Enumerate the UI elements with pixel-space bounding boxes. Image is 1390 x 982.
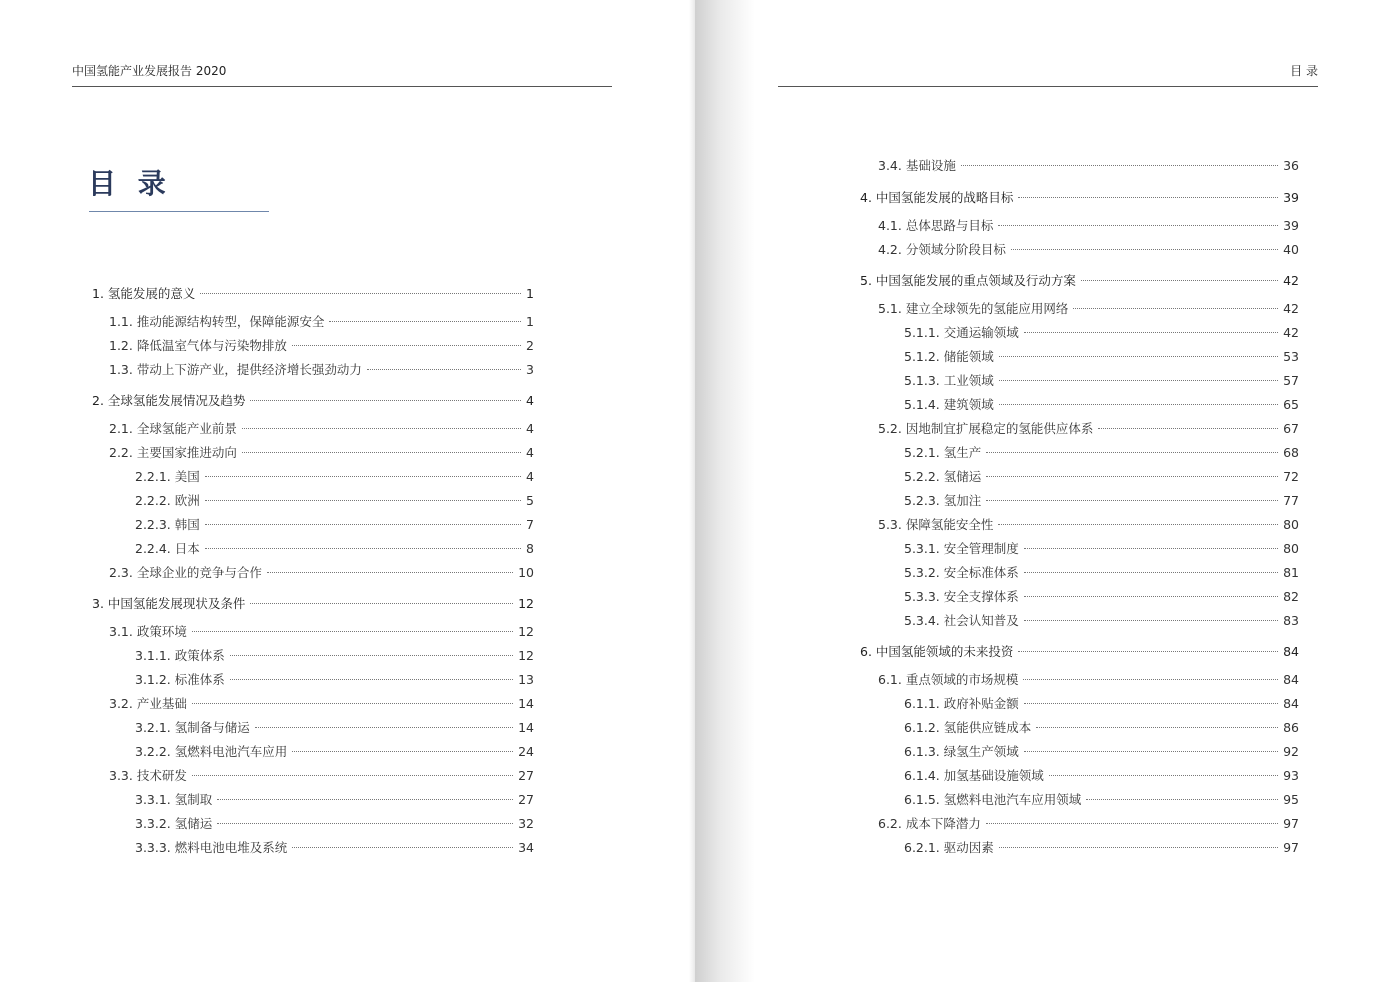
dot-leader — [200, 293, 521, 294]
dot-leader — [205, 500, 521, 501]
toc-entry-label: 2.3. 全球企业的竞争与合作 — [109, 565, 262, 580]
toc-entry[interactable] — [92, 595, 534, 613]
toc-entry[interactable] — [904, 444, 1299, 462]
toc-entry-page: 42 — [1283, 273, 1299, 288]
dot-leader — [999, 404, 1278, 405]
dot-leader — [1024, 751, 1278, 752]
toc-entry-page: 77 — [1283, 493, 1299, 508]
toc-entry[interactable] — [878, 671, 1299, 689]
dot-leader — [1024, 703, 1278, 704]
dot-leader — [1018, 651, 1278, 652]
dot-leader — [1024, 572, 1278, 573]
toc-entry[interactable] — [109, 420, 534, 438]
toc-entry[interactable] — [878, 241, 1299, 259]
dot-leader — [255, 727, 513, 728]
toc-entry-page: 5 — [526, 493, 534, 508]
toc-entry[interactable] — [109, 444, 534, 462]
toc-entry-label: 3.1. 政策环境 — [109, 624, 187, 639]
toc-entry-page: 12 — [518, 596, 534, 611]
toc-entry[interactable] — [904, 492, 1299, 510]
toc-entry[interactable] — [135, 492, 534, 510]
toc-entry-page: 36 — [1283, 158, 1299, 173]
toc-entry-label: 6.1.4. 加氢基础设施领域 — [904, 768, 1044, 783]
dot-leader — [1036, 727, 1278, 728]
toc-entry-page: 84 — [1283, 672, 1299, 687]
toc-entry[interactable] — [878, 157, 1299, 175]
dot-leader — [292, 345, 521, 346]
toc-entry-label: 2. 全球氢能发展情况及趋势 — [92, 393, 246, 408]
dot-leader — [192, 775, 513, 776]
toc-entry-label: 5.1.4. 建筑领域 — [904, 397, 994, 412]
dot-leader — [1024, 596, 1278, 597]
toc-entry[interactable] — [109, 623, 534, 641]
toc-entry-page: 95 — [1283, 792, 1299, 807]
toc-entry-label: 1.2. 降低温室气体与污染物排放 — [109, 338, 287, 353]
dot-leader — [999, 380, 1278, 381]
toc-entry[interactable] — [135, 468, 534, 486]
toc-entry-label: 4. 中国氢能发展的战略目标 — [860, 190, 1014, 205]
toc-entry-page: 4 — [526, 469, 534, 484]
report-header-title: 中国氢能产业发展报告 2020 — [72, 64, 227, 78]
toc-entry-page: 39 — [1283, 218, 1299, 233]
toc-entry[interactable] — [135, 647, 534, 665]
toc-entry-label: 3.2. 产业基础 — [109, 696, 187, 711]
toc-entry-page: 81 — [1283, 565, 1299, 580]
dot-leader — [205, 476, 521, 477]
toc-entry[interactable] — [904, 372, 1299, 390]
dot-leader — [230, 655, 513, 656]
toc-entry[interactable] — [904, 564, 1299, 582]
dot-leader — [999, 356, 1278, 357]
toc-entry[interactable] — [878, 815, 1299, 833]
toc-entry-label: 6.1.1. 政府补贴金额 — [904, 696, 1019, 711]
toc-entry[interactable] — [878, 420, 1299, 438]
toc-entry[interactable] — [135, 815, 534, 833]
toc-entry-label: 3.1.1. 政策体系 — [135, 648, 225, 663]
dot-leader — [998, 524, 1278, 525]
toc-entry-page: 92 — [1283, 744, 1299, 759]
toc-entry-page: 83 — [1283, 613, 1299, 628]
right-page — [695, 0, 1390, 982]
toc-entry-label: 3.2.2. 氢燃料电池汽车应用 — [135, 744, 288, 759]
toc-entry-label: 2.2.3. 韩国 — [135, 517, 200, 532]
toc-entry[interactable] — [904, 839, 1299, 857]
toc-entry[interactable] — [904, 719, 1299, 737]
toc-entry-label: 3.3.3. 燃料电池电堆及系统 — [135, 840, 288, 855]
toc-entry-page: 80 — [1283, 517, 1299, 532]
toc-entry-label: 5.3.3. 安全支撑体系 — [904, 589, 1019, 604]
toc-entry-page: 4 — [526, 393, 534, 408]
toc-entry-label: 1.1. 推动能源结构转型，保障能源安全 — [109, 314, 325, 329]
toc-entry-page: 3 — [526, 362, 534, 377]
toc-entry-page: 84 — [1283, 696, 1299, 711]
dot-leader — [217, 823, 513, 824]
toc-entry[interactable] — [904, 695, 1299, 713]
toc-entry-label: 2.2.4. 日本 — [135, 541, 200, 556]
dot-leader — [250, 603, 513, 604]
toc-entry[interactable] — [878, 217, 1299, 235]
toc-entry[interactable] — [109, 695, 534, 713]
toc-entry-label: 6.1.2. 氢能供应链成本 — [904, 720, 1032, 735]
toc-entry-page: 14 — [518, 720, 534, 735]
toc-entry-page: 4 — [526, 445, 534, 460]
dot-leader — [292, 847, 513, 848]
toc-entry[interactable] — [92, 285, 534, 303]
toc-entry[interactable] — [904, 468, 1299, 486]
toc-entry-label: 3.1.2. 标准体系 — [135, 672, 225, 687]
toc-entry[interactable] — [109, 337, 534, 355]
dot-leader — [1024, 620, 1278, 621]
toc-entry-page: 10 — [518, 565, 534, 580]
toc-entry-label: 1.3. 带动上下游产业，提供经济增长强劲动力 — [109, 362, 362, 377]
dot-leader — [999, 847, 1278, 848]
section-header-title: 目 录 — [1290, 64, 1318, 78]
toc-entry-label: 3.4. 基础设施 — [878, 158, 956, 173]
toc-entry-page: 53 — [1283, 349, 1299, 364]
dot-leader — [205, 548, 521, 549]
toc-entry-label: 5.3.2. 安全标准体系 — [904, 565, 1019, 580]
toc-entry-page: 84 — [1283, 644, 1299, 659]
toc-entry[interactable] — [904, 324, 1299, 342]
toc-entry-label: 3.3. 技术研发 — [109, 768, 187, 783]
toc-entry-label: 4.1. 总体思路与目标 — [878, 218, 994, 233]
toc-entry-page: 13 — [518, 672, 534, 687]
toc-entry-label: 6.2. 成本下降潜力 — [878, 816, 981, 831]
toc-entry[interactable] — [878, 516, 1299, 534]
toc-entry-label: 6. 中国氢能领域的未来投资 — [860, 644, 1014, 659]
toc-entry-label: 5.1. 建立全球领先的氢能应用网络 — [878, 301, 1069, 316]
dot-leader — [230, 679, 513, 680]
toc-entry-label: 5.1.1. 交通运输领域 — [904, 325, 1019, 340]
dot-leader — [367, 369, 521, 370]
toc-entry-page: 97 — [1283, 840, 1299, 855]
toc-entry-label: 2.2.2. 欧洲 — [135, 493, 200, 508]
toc-entry[interactable] — [135, 743, 534, 761]
toc-entry-page: 12 — [518, 624, 534, 639]
toc-entry[interactable] — [109, 564, 534, 582]
toc-entry-label: 5.2.1. 氢生产 — [904, 445, 982, 460]
toc-entry-page: 1 — [526, 314, 534, 329]
toc-entry[interactable] — [109, 313, 534, 331]
dot-leader — [242, 428, 521, 429]
dot-leader — [1024, 332, 1278, 333]
toc-entry-label: 6.1. 重点领域的市场规模 — [878, 672, 1019, 687]
toc-entry-page: 97 — [1283, 816, 1299, 831]
toc-entry[interactable] — [904, 612, 1299, 630]
toc-entry[interactable] — [109, 767, 534, 785]
dot-leader — [267, 572, 513, 573]
dot-leader — [250, 400, 521, 401]
dot-leader — [998, 225, 1278, 226]
toc-entry-page: 82 — [1283, 589, 1299, 604]
toc-entry[interactable] — [135, 516, 534, 534]
toc-entry-page: 68 — [1283, 445, 1299, 460]
toc-entry-label: 2.2. 主要国家推进动向 — [109, 445, 237, 460]
toc-entry-page: 27 — [518, 792, 534, 807]
toc-entry-label: 4.2. 分领域分阶段目标 — [878, 242, 1006, 257]
toc-title: 目 录 — [88, 167, 172, 200]
toc-entry-label: 5.2.2. 氢储运 — [904, 469, 982, 484]
toc-entry[interactable] — [904, 588, 1299, 606]
dot-leader — [1018, 197, 1278, 198]
toc-entry-label: 3. 中国氢能发展现状及条件 — [92, 596, 246, 611]
toc-entry-label: 5.2.3. 氢加注 — [904, 493, 982, 508]
toc-entry[interactable] — [135, 540, 534, 558]
toc-entry-page: 27 — [518, 768, 534, 783]
toc-entry-page: 7 — [526, 517, 534, 532]
toc-entry-page: 57 — [1283, 373, 1299, 388]
toc-entry-label: 5.1.3. 工业领域 — [904, 373, 994, 388]
toc-entry-page: 32 — [518, 816, 534, 831]
dot-leader — [986, 476, 1278, 477]
dot-leader — [192, 703, 513, 704]
dot-leader — [1098, 428, 1278, 429]
toc-entry[interactable] — [135, 839, 534, 857]
dot-leader — [192, 631, 513, 632]
toc-entry-label: 5.3. 保障氢能安全性 — [878, 517, 994, 532]
dot-leader — [986, 452, 1278, 453]
toc-entry-label: 2.2.1. 美国 — [135, 469, 200, 484]
toc-entry-page: 12 — [518, 648, 534, 663]
toc-entry-page: 39 — [1283, 190, 1299, 205]
toc-entry[interactable] — [860, 272, 1299, 290]
header-rule — [778, 86, 1318, 87]
toc-entry-page: 4 — [526, 421, 534, 436]
toc-entry-page: 14 — [518, 696, 534, 711]
toc-entry-page: 24 — [518, 744, 534, 759]
toc-entry[interactable] — [904, 348, 1299, 366]
toc-entry-page: 8 — [526, 541, 534, 556]
dot-leader — [1049, 775, 1278, 776]
toc-entry-label: 6.1.5. 氢燃料电池汽车应用领域 — [904, 792, 1082, 807]
toc-entry-label: 3.3.1. 氢制取 — [135, 792, 213, 807]
dot-leader — [1073, 308, 1278, 309]
toc-entry[interactable] — [878, 300, 1299, 318]
dot-leader — [986, 823, 1278, 824]
toc-entry[interactable] — [904, 540, 1299, 558]
toc-entry[interactable] — [92, 392, 534, 410]
toc-entry-label: 5.3.4. 社会认知普及 — [904, 613, 1019, 628]
dot-leader — [1081, 280, 1278, 281]
toc-entry[interactable] — [904, 743, 1299, 761]
toc-entry-page: 1 — [526, 286, 534, 301]
dot-leader — [1023, 679, 1278, 680]
dot-leader — [329, 321, 521, 322]
toc-entry-page: 42 — [1283, 325, 1299, 340]
toc-entry[interactable] — [860, 189, 1299, 207]
dot-leader — [961, 165, 1278, 166]
book-gutter-shadow — [695, 0, 755, 982]
toc-entry-label: 5. 中国氢能发展的重点领域及行动方案 — [860, 273, 1076, 288]
toc-entry-page: 72 — [1283, 469, 1299, 484]
toc-entry-page: 93 — [1283, 768, 1299, 783]
toc-entry[interactable] — [135, 719, 534, 737]
dot-leader — [242, 452, 521, 453]
toc-entry[interactable] — [860, 643, 1299, 661]
toc-entry[interactable] — [904, 396, 1299, 414]
title-underline — [89, 211, 269, 212]
header-rule — [72, 86, 612, 87]
toc-entry-page: 65 — [1283, 397, 1299, 412]
toc-entry-page: 80 — [1283, 541, 1299, 556]
toc-entry-page: 34 — [518, 840, 534, 855]
toc-entry-page: 67 — [1283, 421, 1299, 436]
dot-leader — [217, 799, 513, 800]
toc-entry[interactable] — [135, 671, 534, 689]
dot-leader — [205, 524, 521, 525]
toc-entry-label: 6.2.1. 驱动因素 — [904, 840, 994, 855]
toc-entry-label: 6.1.3. 绿氢生产领域 — [904, 744, 1019, 759]
toc-entry[interactable] — [135, 791, 534, 809]
toc-entry-page: 40 — [1283, 242, 1299, 257]
toc-entry-page: 86 — [1283, 720, 1299, 735]
toc-entry-page: 42 — [1283, 301, 1299, 316]
toc-entry-label: 5.2. 因地制宜扩展稳定的氢能供应体系 — [878, 421, 1094, 436]
toc-entry-page: 2 — [526, 338, 534, 353]
toc-entry-label: 5.3.1. 安全管理制度 — [904, 541, 1019, 556]
toc-entry-label: 3.3.2. 氢储运 — [135, 816, 213, 831]
dot-leader — [1024, 548, 1278, 549]
dot-leader — [1086, 799, 1278, 800]
toc-entry-label: 1. 氢能发展的意义 — [92, 286, 196, 301]
toc-entry-label: 2.1. 全球氢能产业前景 — [109, 421, 237, 436]
dot-leader — [292, 751, 513, 752]
toc-entry-label: 5.1.2. 储能领域 — [904, 349, 994, 364]
toc-entry-label: 3.2.1. 氢制备与储运 — [135, 720, 250, 735]
dot-leader — [1011, 249, 1278, 250]
toc-entry[interactable] — [904, 767, 1299, 785]
dot-leader — [986, 500, 1278, 501]
toc-entry[interactable] — [109, 361, 534, 379]
toc-entry[interactable] — [904, 791, 1299, 809]
